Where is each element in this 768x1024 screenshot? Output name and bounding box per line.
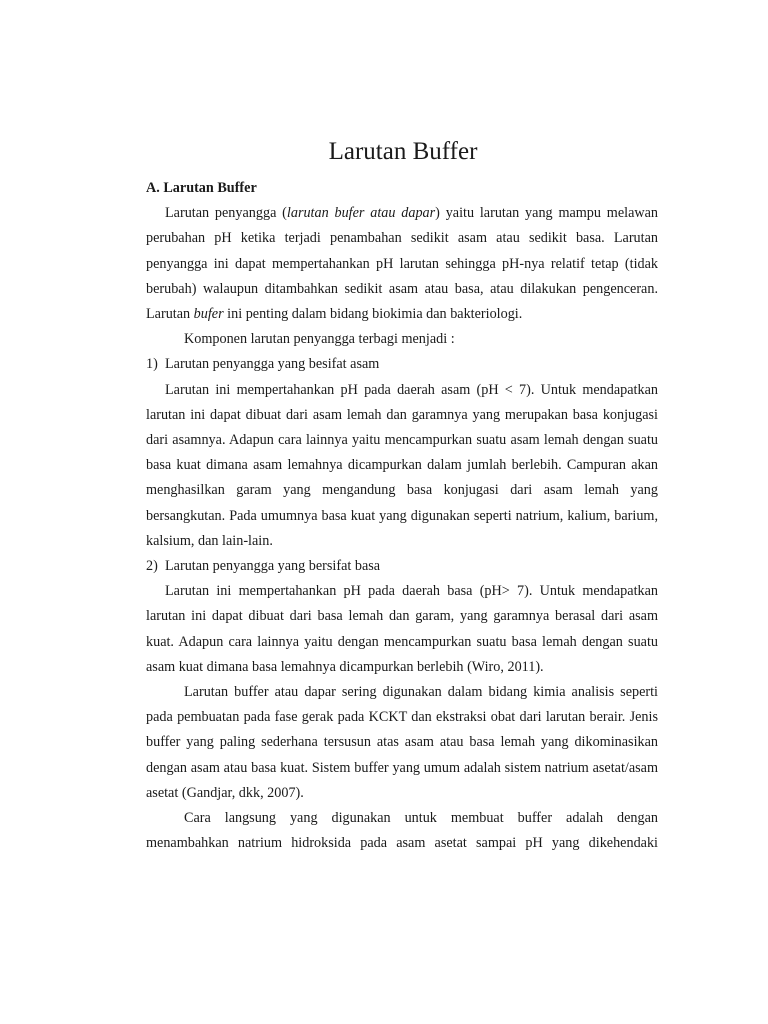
intro-text-2: ) yaitu larutan yang mampu melawan perubahan pH ketika terjadi penambahan sedikit asam atau sedikit basa. Larutan penyangga ini dapat mempertahankan pH larutan sehingga pH-nya relatif tetap (tidak berubah) walaupun ditambahkan sedikit asam atau basa, atau dilakukan pengenceran. Larutan (146, 205, 659, 323)
list-item-body: Larutan ini mempertahankan pH pada daerah basa (pH> 7). Untuk mendapatkan larutan ini dapat dibuat dari basa lemah dan garam, yang garamnya berasal dari asam kuat. Adapun cara lainnya yaitu dengan mencampurkan suatu basa lemah dengan suatu asam kuat dimana basa lemahnya dicampurkan berlebih (Wiro, 2011). (146, 583, 658, 675)
intro-italic-2: bufer (193, 306, 224, 323)
document-title: Larutan Buffer (328, 138, 478, 165)
list-item-title: Larutan penyangga yang bersifat basa (165, 558, 381, 575)
method-paragraph: Cara langsung yang digunakan untuk membuat buffer adalah dengan menambahkan natrium hidroksida pada asam asetat sampai pH yang dikehendaki (146, 810, 658, 852)
intro-text-1: Larutan penyangga ( (165, 205, 287, 222)
intro-italic-1: larutan bufer atau dapar (286, 205, 436, 222)
usage-paragraph: Larutan buffer atau dapar sering digunakan dalam bidang kimia analisis seperti pada pembuatan pada fase gerak pada KCKT dan ekstraksi obat dari larutan berair. Jenis buffer yang paling sederhana tersusun atas asam atau basa lemah yang dikominasikan dengan asam atau basa kuat. Sistem buffer yang umum adalah sistem natrium asetat/asam asetat (Gandjar, dkk, 2007). (146, 684, 658, 801)
intro-text-3: ini penting dalam bidang biokimia dan bakteriologi. (223, 306, 523, 323)
list-item-title: Larutan penyangga yang besifat asam (165, 356, 380, 373)
list-number: 1) (146, 356, 158, 373)
components-lead: Komponen larutan penyangga terbagi menjadi : (184, 331, 455, 348)
document-body (146, 176, 658, 856)
section-heading: A. Larutan Buffer (146, 180, 257, 196)
intro-paragraph (146, 201, 658, 327)
list-number: 2) (146, 558, 158, 575)
list-item (146, 554, 658, 579)
list-item (146, 352, 658, 377)
list-item-body: Larutan ini mempertahankan pH pada daerah asam (pH < 7). Untuk mendapatkan larutan ini dapat dibuat dari asam lemah dan garamnya yang merupakan basa konjugasi dari asamnya. Adapun cara lainnya yaitu mencampurkan suatu asam lemah dengan suatu basa kuat dimana asam lemahnya dicampurkan dalam jumlah berlebih. Campuran akan menghasilkan garam yang mengandung basa konjugasi dari asam lemah yang bersangkutan. Pada umumnya basa kuat yang digunakan seperti natrium, kalium, barium, kalsium, dan lain-lain. (146, 381, 658, 549)
